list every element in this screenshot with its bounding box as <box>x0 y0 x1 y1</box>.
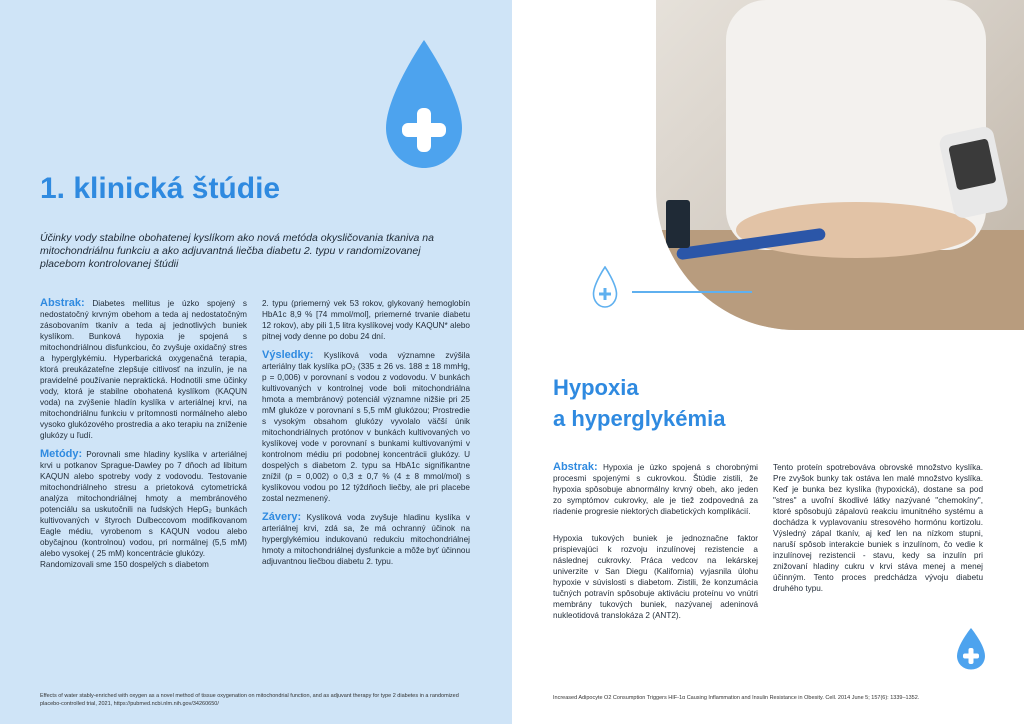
right-abstract-label: Abstrak: <box>553 461 598 473</box>
methods-paragraph <box>40 449 247 559</box>
left-column-2 <box>262 298 470 575</box>
results-text: Kyslíková voda významne zvýšila arteriálny tlak kyslíka pO₂ (335 ± 26 vs. 188 ± 18 mmHg, p = 0,006) v porovnaní s vodou z vodovodu. V bunkách kultivovaných v kontrolnej vode boli mitochondriálna hmota a membránový potenciál významne nižšie pri 25 mM glukóze v porovnaní s 5,5 mM glukózou; Prostredie s vysokým obsahom glukózy vyvolalo väčší únik mitochondriálnych protónov v bunkách kultivovaných vo kyslíkovej vode v porovnaní s bunkami kultivovanými v kontrolnom médiu pri podobnej koncentrácii glukózy. U dospelých s diabetom 2. typu sa HbA1c signifikantne znížil (p = 0,002) o 0,3 ± 0,7 % (4 ± 8 mmol/mol) s kyslíkovou vodou po 12 týždňoch liečby, ale pri placebe zostal nezmenený. <box>262 351 470 503</box>
right-abstract-paragraph <box>553 462 758 517</box>
section-title <box>553 372 725 434</box>
water-drop-plus-small-icon <box>956 628 986 670</box>
right-column-2 <box>773 462 983 602</box>
right-column-1 <box>553 462 758 629</box>
conclusion-text: Kyslíková voda zvyšuje hladinu kyslíka v arteriálnej krvi, zdá sa, že má ochranný účinok na hyperglykémiou indukovanú redukciu mitochondriálnej hmoty a mitochondriálnej dysfunkcie a môže byť účinnou adjuvantnou liečbou diabetu 2. typu. <box>262 513 470 566</box>
water-drop-plus-icon <box>384 40 464 170</box>
results-label: Výsledky: <box>262 349 314 361</box>
page-title: 1. klinická štúdie <box>40 172 281 205</box>
left-column-1 <box>40 298 247 578</box>
right-abstract-text: Hypoxia je úzko spojená s chorobnými procesmi spojenými s cukrovkou. Štúdie zistili, že hypoxia spôsobuje abnormálny krvný obeh, ako jeden zo symptómov cukrovky, ale je tiež zodpovedná za riadenie progresie niektorých diabetických komplikácií. <box>553 463 758 516</box>
photo-illustration <box>656 0 1024 330</box>
study-subtitle: Účinky vody stabilne obohatenej kyslíkom ako nová metóda okysličovania tkaniva na mitochondriálnu funkciu a ako adjuvantná liečba diabetu 2. typu v randomizovanej placebom kontrolovanej štúdii <box>40 232 434 270</box>
right-footnote: Increased Adipocyte O2 Consumption Triggers HIF-1α Causing Inflammation and Insulin Resistance in Obesity. Cell. 2014 June 5; 157(6): 1339–1352. <box>553 695 920 701</box>
abstract-label: Abstrak: <box>40 297 85 309</box>
conclusion-label: Závery: <box>262 511 302 523</box>
methods-label: Metódy: <box>40 448 83 460</box>
abstract-text: Diabetes mellitus je úzko spojený s nedostatočný krvným obehom a teda aj nedostatočným zásobovaním tkanív a teda aj jednotlivých buniek kyslíkom. Bunková hypoxia je spojená s mitochondriálnou disfunkciou, čo zvyšuje oxidačný stres a hyperglykémiu. Hyperbarická oxygenačná terapia, ktorá preukázateľne zlepšuje citlivosť na inzulín, je na pravidelné používanie nepraktická. Hodnotili sme účinky vody, ktorá je stabilne obohatená kyslíkom (KAQUN voda) na zvýšenie hladín kyslíka v arteriálnej krvi, na mitochondriálnu funkciu v prítomnosti normálneho alebo vysoko glukózového prostredia a ako terapiu na zníženie glukózy u ľudí. <box>40 299 247 440</box>
conclusion-paragraph <box>262 512 470 567</box>
section-title-line-1: Hypoxia <box>553 375 639 400</box>
col2-intro: 2. typu (priemerný vek 53 rokov, glykovaný hemoglobín HbA1c 8,9 % [74 mmol/mol], priemerné trvanie diabetu 12 rokov), aby pili 1,5 litra kyslíkovej vody KAQUN* alebo pitnej vody denne po dobu 24 dní. <box>262 299 470 341</box>
right-paragraph-2: Hypoxia tukových buniek je jednoznačne faktor prispievajúci k rozvoju inzulínovej rezistencie a následnej cukrovky. Práca vedcov na lekárskej univerzite v San Diegu (Kalifornia) vyjasnila úlohu hypoxie v súvislosti s diabetom. Zistili, že konzumácia tučných potravín spôsobuje aktiváciu proteínu vo vnútri membrány tukových buniek, nazývanej adeninová nukleotidová translokáza 2 (ANT2). <box>553 534 758 620</box>
right-col2-text: Tento proteín spotrebováva obrovské množstvo kyslíka. Pre zvyšok bunky tak ostáva len malé množstvo kyslíka. Keď je bunka bez kyslíka (hypoxická), dostane sa pod "stres" a uvoľní škodlivé látky nazývané "chemokíny", ktoré spôsobujú zápalovú reakciu imunitného systému a dochádza k vyplavovaniu stresového hormónu kortizolu. Výsledný zápal tkanív, aj keď len na nízkom stupni, naruší spôsob interakcie buniek s inzulínom, čo vedie k inzulínovej rezistencii - stavu, kedy sa inzulín pri znižovaní hladiny cukru v krvi stáva menej a menej účinným. Tento proces predchádza vývoju diabetu druhého typu. <box>773 463 983 593</box>
results-paragraph <box>262 350 470 504</box>
divider-line <box>632 291 752 293</box>
water-drop-outline-icon <box>592 266 618 308</box>
section-title-line-2: a hyperglykémia <box>553 406 726 431</box>
abstract-paragraph <box>40 298 247 441</box>
methods-text-2: Randomizovali sme 150 dospelých s diabetom <box>40 560 209 569</box>
glucose-meter-photo <box>656 0 1024 330</box>
methods-text: Porovnali sme hladiny kyslíka v arteriálnej krvi u potkanov Sprague-Dawley po 7 dňoch ad libitum KAQUN alebo spotreby vody z vodovodu. Testovanie mitochondriálneho stresu a prietoková cytometrická analýza mitochondriálnej hmoty a membránového potenciálu sa uskutočnili na ľudských HepG₂ bunkách kultivovaných v štyroch Dulbeccovom modifikovanom Eagle médiu, vyrobenom s KAQUN vodou alebo obyčajnou (kontrolnou) vodou, pri normálnej (5,5 mM) alebo vysokej ( 25 mM) koncentrácie glukózy. <box>40 450 247 558</box>
left-footnote: Effects of water stably-enriched with oxygen as a novel method of tissue oxygenation on mitochondrial function, and as adjuvant therapy for type 2 diabetes in a randomized placebo-controlled trial, 2021, https://pubmed.ncbi.nlm.nih.gov/34260650/ <box>40 693 459 707</box>
